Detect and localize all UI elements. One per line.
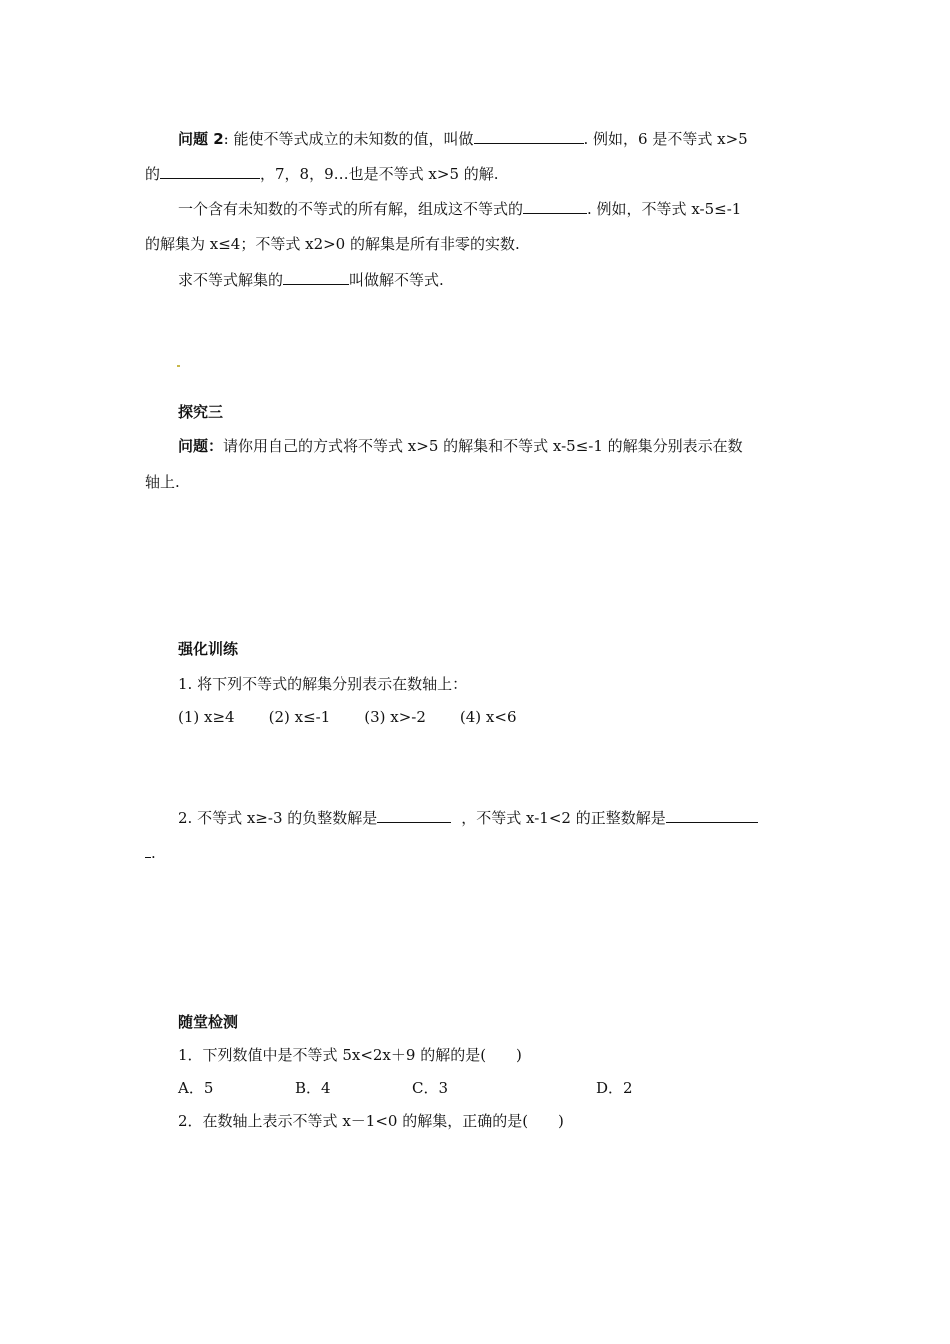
explore-question-label: 问题： (178, 437, 224, 455)
blank-solution-set[interactable] (523, 197, 587, 214)
problem2-text-a: : 能使不等式成立的未知数的值，叫做 (223, 130, 474, 148)
blank-process[interactable] (283, 268, 349, 285)
training-q1: 1. 将下列不等式的解集分别表示在数轴上： (178, 675, 468, 693)
blank-solution-of[interactable] (160, 162, 260, 179)
training-item-3: (3) x>-2 (364, 708, 426, 726)
check-q1-option-b[interactable]: B．4 (295, 1079, 331, 1097)
training-q2-period: . (151, 844, 156, 862)
problem2-text-b: . 例如，6 是不等式 x>5 (583, 130, 748, 148)
training-item-2: (2) x≤-1 (268, 708, 331, 726)
problem2-line2-b: ，7，8，9…也是不等式 x>5 的解. (260, 165, 499, 183)
explore-question-text1: 请你用自己的方式将不等式 x>5 的解集和不等式 x-5≤-1 的解集分别表示在数 (223, 437, 743, 455)
training-q2 (178, 806, 758, 829)
check-q1-option-a[interactable]: A．5 (178, 1079, 214, 1097)
explore-heading: 探究三 (178, 403, 224, 421)
problem2-line2-a: 的 (145, 165, 161, 183)
problem2-line5-b: 叫做解不等式. (349, 271, 444, 289)
training-q2-end (145, 841, 156, 864)
explore-question-line1 (178, 435, 743, 457)
training-q1-items (178, 706, 517, 728)
problem2-line5-a: 求不等式解集的 (178, 271, 284, 289)
training-q2-b: ，不等式 x-1<2 的正整数解是 (461, 809, 666, 827)
blank-positive-integer-solutions[interactable] (666, 806, 758, 823)
blank-negative-integer-solutions[interactable] (377, 806, 451, 823)
check-q1: 1．下列数值中是不等式 5x<2x＋9 的解的是( ) (178, 1046, 522, 1064)
explore-question-line2: 轴上. (145, 473, 180, 491)
check-q1-option-d[interactable]: D．2 (596, 1079, 633, 1097)
training-item-1: (1) x≥4 (178, 708, 235, 726)
training-heading: 强化训练 (178, 640, 239, 658)
training-item-4: (4) x<6 (459, 708, 517, 726)
problem2-label: 问题 2 (178, 130, 224, 148)
problem2-line4: 的解集为 x≤4；不等式 x2>0 的解集是所有非零的实数. (145, 235, 520, 253)
problem2-line2 (145, 162, 499, 185)
problem2-line3-b: . 例如，不等式 x-5≤-1 (587, 200, 742, 218)
check-q2: 2．在数轴上表示不等式 x－1<0 的解集，正确的是( ) (178, 1112, 564, 1130)
problem2-line5 (178, 268, 444, 291)
problem2-line1 (178, 127, 748, 150)
training-q2-a: 2. 不等式 x≥-3 的负整数解是 (178, 809, 378, 827)
check-heading: 随堂检测 (178, 1013, 239, 1031)
blank-solution-term[interactable] (474, 127, 584, 144)
problem2-line3 (178, 197, 741, 220)
check-q1-option-c[interactable]: C．3 (412, 1079, 449, 1097)
stray-mark (177, 365, 180, 367)
problem2-line3-a: 一个含有未知数的不等式的所有解，组成这不等式的 (178, 200, 524, 218)
